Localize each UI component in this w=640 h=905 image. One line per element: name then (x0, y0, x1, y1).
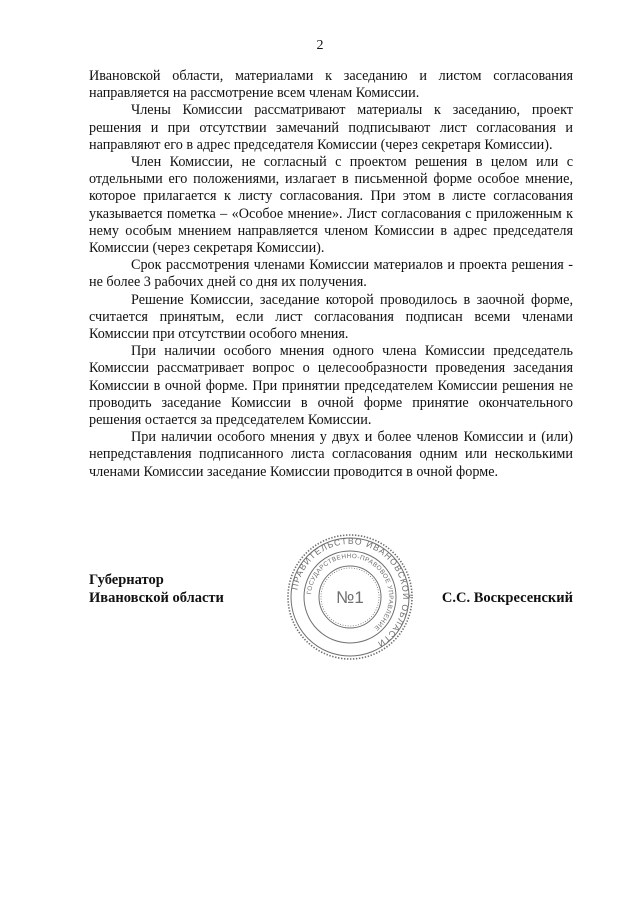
seal-graphic (285, 532, 415, 662)
signatory-position (89, 571, 224, 607)
signatory-position-line: Ивановской области (89, 590, 224, 606)
paragraph: При наличии особого мнения одного члена Комиссии председатель Комиссии рассматривает вопрос о целесообразности проведения заседания Комиссии в очной форме. При принятии председателем Комиссии решения не проводить заседание Комиссии в очной форме принятие окончательного решения остается за председателем Комиссии. (89, 343, 573, 429)
seal-center-number: №1 (336, 588, 364, 607)
paragraph: При наличии особого мнения у двух и более членов Комиссии и (или) непредставления подписанного листа согласования одним или несколькими членами Комиссии заседание Комиссии проводится в очной форме. (89, 429, 573, 480)
paragraph: Решение Комиссии, заседание которой проводилось в заочной форме, считается принятым, если лист согласования подписан всеми членами Комиссии при отсутствии особого мнения. (89, 291, 573, 343)
signature-block (89, 535, 573, 661)
paragraph: Члены Комиссии рассматривают материалы к заседанию, проект решения и при отсутствии замечаний подписывают лист согласования и направляют его в адрес председателя Комиссии (через секретаря Комиссии). (89, 102, 573, 153)
signatory-name: С.С. Воскресенский (441, 590, 573, 606)
seal-inner-text: ГОСУДАРСТВЕННО-ПРАВОВОЕ УПРАВЛЕНИЕ (306, 552, 395, 632)
signatory-position-line: Губернатор (89, 572, 164, 588)
paragraph: Член Комиссии, не согласный с проектом решения в целом или с отдельными его положениями, излагает в письменной форме особое мнение, которое прилагается к листу согласования. При этом в листе согласования указывается пометка – «Особое мнение». Лист согласования с приложенным к нему особым мнением направляется членом Комиссии в адрес председателя Комиссии (через секретаря Комиссии). (89, 154, 573, 257)
seal-outer-text: ПРАВИТЕЛЬСТВО ИВАНОВСКОЙ ОБЛАСТИ (289, 535, 412, 650)
paragraph: Срок рассмотрения членами Комиссии материалов и проекта решения - не более 3 рабочих дней со дня их получения. (89, 257, 573, 291)
document-body (89, 68, 573, 481)
official-seal (285, 532, 415, 662)
paragraph: Ивановской области, материалами к заседанию и листом согласования направляется на рассмотрение всем членам Комиссии. (89, 68, 573, 102)
page-number: 2 (316, 38, 324, 53)
